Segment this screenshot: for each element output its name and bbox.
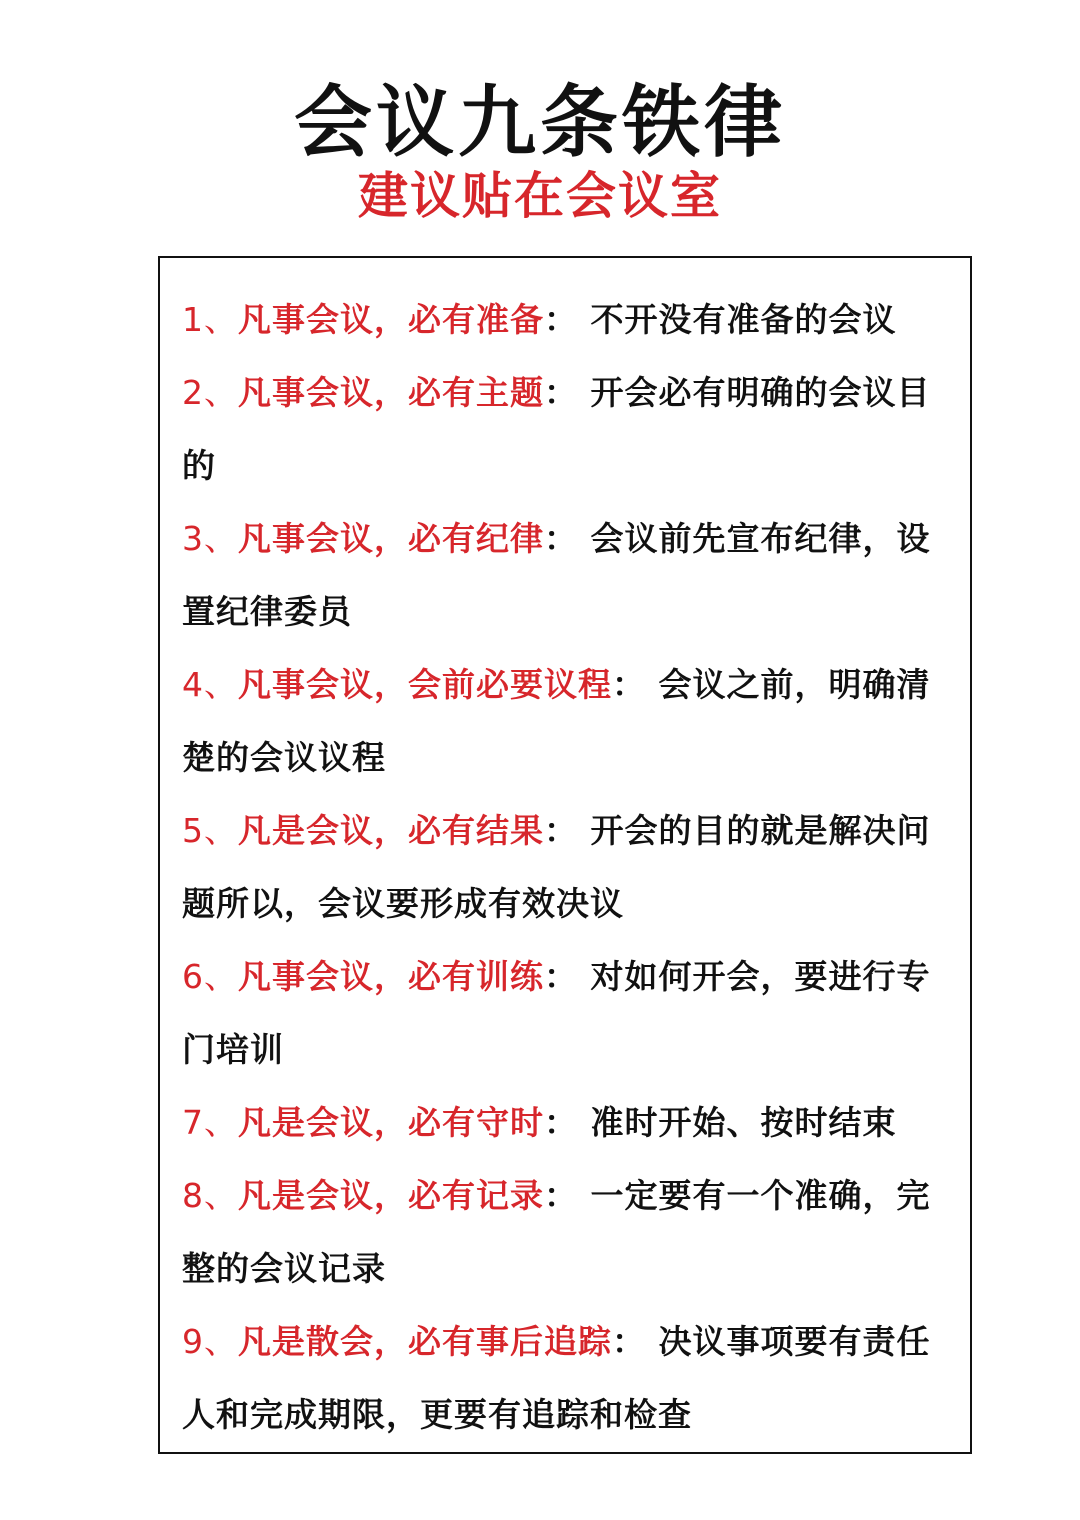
rule-heading: 凡是会议，必有结果 (238, 811, 544, 850)
rule-text: 会议之前，明确清楚的会议议程 (182, 665, 931, 777)
rule-heading: 凡事会议，会前必要议程 (238, 665, 612, 704)
rule-heading: 凡事会议，必有纪律 (238, 519, 544, 558)
rule-text: 准时开始、按时结束 (590, 1103, 897, 1142)
rule-item (182, 1086, 942, 1159)
rule-heading: 凡事会议，必有训练 (238, 957, 544, 996)
rule-separator: ： (544, 373, 578, 412)
rule-separator: ： (544, 957, 578, 996)
rule-text: 一定要有一个准确，完整的会议记录 (182, 1176, 931, 1288)
rule-text: 决议事项要有责任人和完成期限，更要有追踪和检查 (182, 1322, 931, 1434)
rule-separator: ： (544, 1176, 578, 1215)
rule-text: 会议前先宣布纪律，设置纪律委员 (182, 519, 931, 631)
rule-separator: ： (544, 811, 578, 850)
rule-number: 6、 (182, 957, 238, 996)
rule-item (182, 648, 942, 794)
rule-heading: 凡是会议，必有记录 (238, 1176, 544, 1215)
rule-heading: 凡是会议，必有守时 (238, 1103, 544, 1142)
rule-item (182, 794, 942, 940)
rule-number: 3、 (182, 519, 238, 558)
rule-item (182, 1159, 942, 1305)
rule-number: 7、 (182, 1103, 238, 1142)
rule-item (182, 1305, 942, 1451)
rule-separator: ： (544, 519, 578, 558)
rule-separator: ： (612, 665, 646, 704)
rule-number: 5、 (182, 811, 238, 850)
rule-number: 2、 (182, 373, 238, 412)
rule-item (182, 940, 942, 1086)
rule-separator: ： (544, 1103, 578, 1142)
rule-heading: 凡事会议，必有主题 (238, 373, 544, 412)
rule-separator: ： (544, 300, 578, 339)
rule-separator: ： (612, 1322, 646, 1361)
page-title: 会议九条铁律 (293, 78, 786, 168)
rule-number: 4、 (182, 665, 238, 704)
rule-text: 开会的目的就是解决问题所以，会议要形成有效决议 (182, 811, 931, 923)
rule-heading: 凡事会议，必有准备 (238, 300, 544, 339)
page-subtitle: 建议贴在会议室 (358, 167, 722, 225)
rule-text: 对如何开会，要进行专门培训 (182, 957, 931, 1069)
rules-list (182, 283, 942, 1451)
rule-heading: 凡是散会，必有事后追踪 (238, 1322, 612, 1361)
rules-box (158, 256, 972, 1454)
rule-number: 1、 (182, 300, 238, 339)
rule-item (182, 502, 942, 648)
rule-text: 不开没有准备的会议 (590, 300, 897, 339)
rule-item (182, 283, 942, 356)
rule-text: 开会必有明确的会议目的 (182, 373, 931, 485)
rule-number: 8、 (182, 1176, 238, 1215)
rule-number: 9、 (182, 1322, 238, 1361)
rule-item (182, 356, 942, 502)
